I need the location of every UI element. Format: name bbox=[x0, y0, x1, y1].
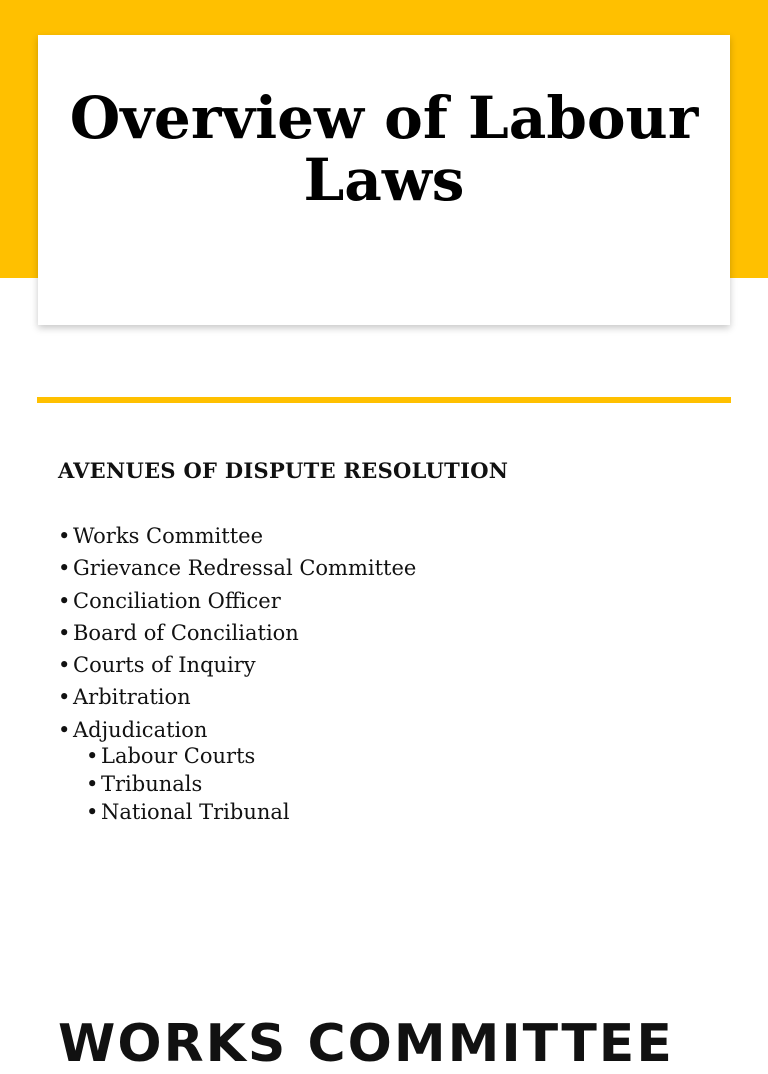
avenues-list bbox=[58, 520, 416, 826]
title-card bbox=[38, 35, 730, 325]
list-item: • Board of Conciliation bbox=[58, 617, 416, 649]
section-heading: AVENUES OF DISPUTE RESOLUTION bbox=[58, 458, 509, 483]
list-item: • Works Committee bbox=[58, 520, 416, 552]
section-divider bbox=[37, 397, 731, 403]
sub-list-container bbox=[58, 742, 416, 826]
list-item: • Arbitration bbox=[58, 681, 416, 713]
sub-list-item: • Tribunals bbox=[86, 770, 416, 798]
adjudication-sub-list bbox=[58, 742, 416, 826]
list-item: • Courts of Inquiry bbox=[58, 649, 416, 681]
list-item: • Conciliation Officer bbox=[58, 585, 416, 617]
slide-title: Overview of Labour Laws bbox=[69, 84, 699, 214]
next-section-heading: WORKS COMMITTEE bbox=[58, 1014, 674, 1074]
sub-list-item: • Labour Courts bbox=[86, 742, 416, 770]
sub-list-item: • National Tribunal bbox=[86, 798, 416, 826]
list-item: • Adjudication bbox=[58, 714, 416, 746]
list-item: • Grievance Redressal Committee bbox=[58, 552, 416, 584]
